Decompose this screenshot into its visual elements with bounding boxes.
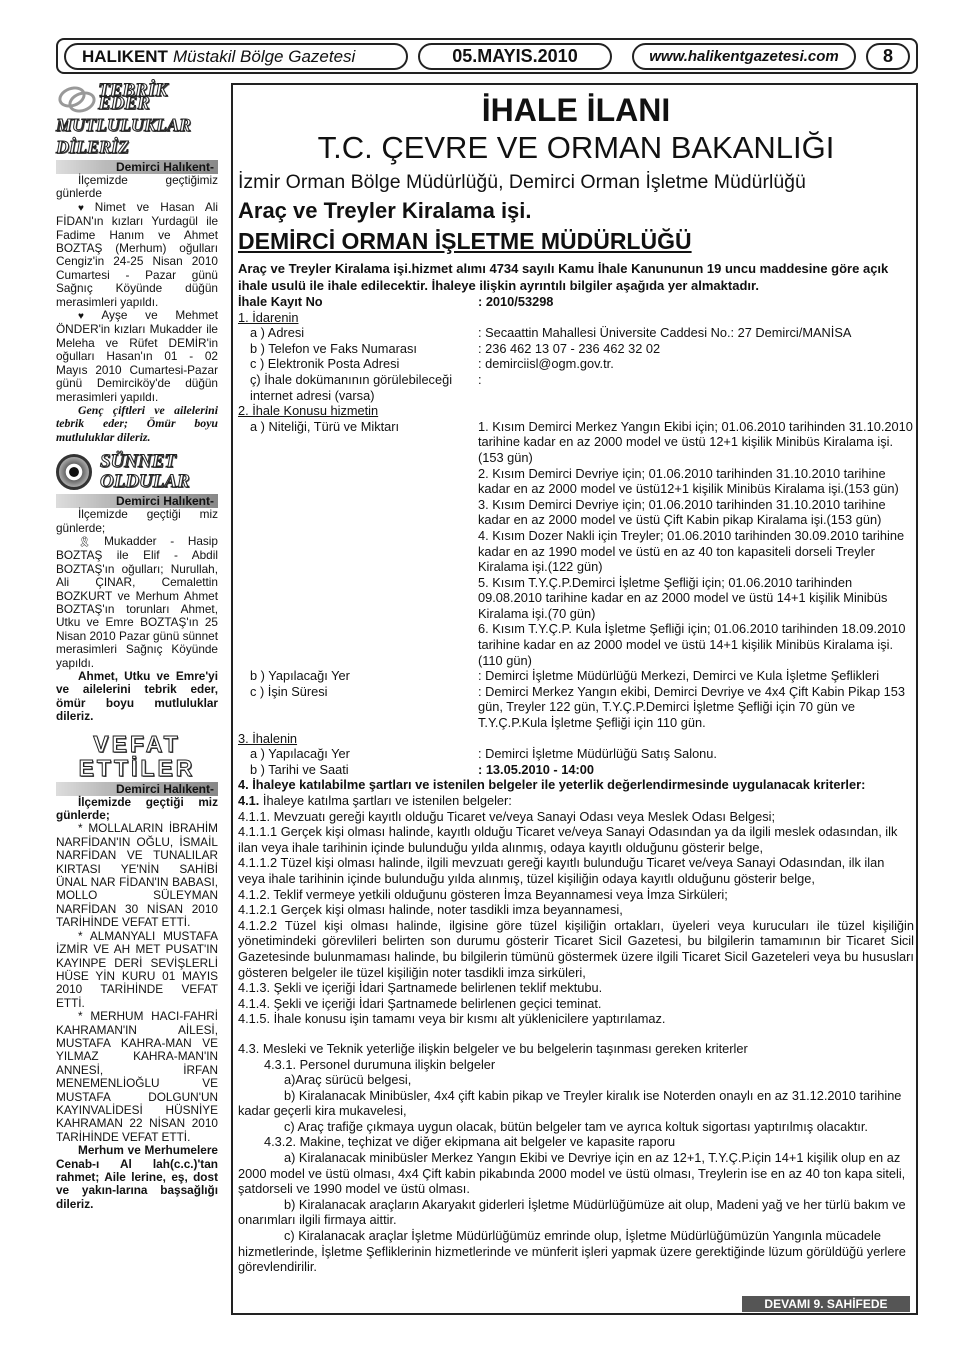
row-value: : Demirci İşletme Müdürlüğü Satış Salonu. [478, 746, 717, 762]
obituary-title: VEFAT [93, 730, 181, 757]
text-paragraph: İlçemizde geçtiğimiz günlerde [56, 173, 218, 201]
lot-item: 4. Kısım Dozer Nakli için Treyler; 01.06.2010 tarihinden 30.09.2010 tarihine kadar en az 1990 model ve üstü en az 40 ton kapasiteli dorseli Treyler Kiralama işi.(122 gün) [478, 527, 905, 575]
text-line: 4.1.1. Mevzuatı gereği kayıtlı olduğu Ticaret ve/veya Sanayi Odası veya Meslek Odası Belgesi; [238, 808, 776, 824]
notice-title: İHALE İLANI [481, 92, 671, 128]
text-paragraph: * MOLLALARIN İBRAHİM NARFİDAN'IN OĞLU, İSMAİL NARFİDAN VE TUNALILAR KIRTASI YE'NİN SAHİBİ ÜNAL NAR FİDAN'IN BABASI, MOLLO SÜLEYMAN NARFİDAN 30 NİSAN 2010 TARİHİNDE VEFAT ETTİ. [56, 821, 218, 930]
text-line: c) Araç trafiğe çıkmaya uygun olacak, bütün belgeler tam ve ayrıca koltuk sigortası yaptırılmış olacaktır. [284, 1118, 868, 1134]
paper-name: HALIKENT [82, 46, 168, 66]
text-line: c) Kiralanacak araçlar İşletme Müdürlüğümüz emrinde olup, İşletme Müdürlüğümüzün Yangınla mücadele hizmetlerinde, İşletme Şefliklerinin hizmetlerinde ve münferit işleri yapmak üzere gerektiğinde lüzum görüldüğü yerlere görevlendirilir. [238, 1228, 906, 1275]
text-line: 4.1.2.1 Gerçek kişi olması halinde, noter tasdikli imza beyannamesi, [238, 902, 623, 918]
row-value: : 236 462 13 07 - 236 462 32 02 [478, 340, 661, 356]
info-row [238, 294, 914, 310]
text-line: 4.1.2. Teklif vermeye yetkili olduğunu gösteren İmza Beyannamesi veya İmza Sirküleri; [238, 886, 728, 902]
text-line: 4.3. Mesleki ve Teknik yeterliğe ilişkin belgeler ve bu belgelerin taşınması gereken kriterler [238, 1040, 748, 1056]
row-value: : [478, 371, 482, 387]
section-band: Demirci Halıkent- [56, 782, 218, 796]
circumcision-subtitle: OLDULAR [100, 471, 190, 493]
text-paragraph [56, 535, 218, 670]
section-heading: 3. İhalenin [238, 730, 298, 746]
text-paragraph: Ahmet, Utku ve Emre'yi ve ailelerini tebrik eder, ömür boyu mutluluklar dileriz. [56, 669, 218, 724]
text-line: a)Araç sürücü belgesi, [284, 1072, 412, 1088]
row-label: b ) Tarihi ve Saati [250, 761, 349, 777]
section-heading: 4. İhaleye katılabilme şartları ve istenilen belgeler ile yeterlik değerlendirmesinde uygulanacak kriterler: [238, 777, 866, 793]
row-label: a ) Niteliği, Türü ve Miktarı [250, 418, 400, 434]
text-paragraph: Genç çiftleri ve ailelerini tebrik eder; Ömür boyu mutluluklar dileriz. [56, 402, 218, 444]
info-row [238, 372, 914, 403]
row-label: c ) İşin Süresi [250, 683, 328, 699]
wedding-rings-icon [56, 85, 92, 109]
text-line: b) Kiralanacak araçların Akaryakıt giderleri İşletme Müdürlüğümüze ait olup, Madeni yağ ve her türlü bakım ve onarımları ilgili firmaya aittir. [238, 1196, 906, 1228]
row-value: : Demirci Merkez Yangın ekibi, Demirci Devriye ve 4x4 Çift Kabin Pikap 153 gün, Treyler 122 gün, T.Y.Ç.P.Demirci İşletme Şefliği için 70 gün ve T.Y.Ç.P.Kula İşletme Şefliği için 110 gün. [478, 683, 905, 731]
row-label: a ) Adresi [250, 325, 305, 341]
text-line: 4.1.5. İhale konusu işin tamamı veya bir kısmı alt yüklenicilere yaptırılamaz. [238, 1011, 666, 1027]
section-band: Demirci Halıkent- [56, 160, 218, 174]
sidebar [56, 79, 218, 1211]
row-label: a ) Yapılacağı Yer [250, 746, 350, 762]
job-title: Araç ve Treyler Kiralama işi. [238, 198, 532, 223]
info-row [238, 325, 914, 341]
section-band: Demirci Halıkent- [56, 494, 218, 508]
text-line: 4.3.2. Makine, teçhizat ve diğer ekipmana ait belgeler ve kapasite raporu [264, 1134, 676, 1150]
row-value: : demirciisl@ogm.gov.tr. [478, 356, 614, 372]
text-paragraph [56, 309, 218, 404]
issue-date: 05.MAYIS.2010 [418, 43, 612, 70]
text-paragraph: İlçemizde geçtiği miz günlerde; [56, 794, 218, 823]
row-label: c ) Elektronik Posta Adresi [250, 356, 400, 372]
row-label: ç) İhale dokümanının görülebileceği internet adresi (varsa) [250, 371, 453, 403]
paragraph-text: Mukadder - Hasip BOZTAŞ ile Elif - Abdil BOZTAŞ'ın oğulları; Nurullah, Ali ÇINAR, Cemalettin BOZKURT ve Merhum Ahmet BOZTAŞ'ın torunları Ahmet, Utku ve Emre BOZTAŞ'ın 25 Nisan 2010 Pazar günü sünnet merasimleri Sağnıç Köyünde yapıldı. [56, 533, 218, 670]
lot-item: 6. Kısım T.Y.Ç.P. Kula İşletme Şefliği için; 01.06.2010 tarihinden 18.09.2010 tarihine kadar en az 2000 model ve üstü 14+1 kişilik Minibüs Kiralama işi.(110 gün) [478, 621, 906, 668]
row-label: b ) Yapılacağı Yer [250, 668, 350, 684]
text-line: 4.1. İhaleye katılma şartları ve istenilen belgeler: [238, 793, 512, 808]
heart-icon: ♥ [78, 202, 92, 214]
congrats-subtitle: MUTLULUKLAR DİLERİZ [56, 115, 191, 157]
text-line: b) Kiralanacak Minibüsler, 4x4 çift kabin pikap ve Treyler kiralık ise Noterden onaylı en az 31.12.2010 tarihine kadar geçerli kira mukavelesi, [238, 1087, 902, 1119]
directorate-line: İzmir Orman Bölge Müdürlüğü, Demirci Orman İşletme Müdürlüğü [238, 171, 806, 193]
row-value: : 13.05.2010 - 14:00 [478, 761, 594, 777]
info-row [238, 341, 914, 357]
row-label: b ) Telefon ve Faks Numarası [250, 340, 417, 356]
text-line: 4.1.2.2 Tüzel kişi olması halinde, ilgisine göre tüzel kişiliğin ortakları, üyeleri veya kurucuları ile tüzel kişiliğin yönetimindeki görevlileri belirten son durumu gösterir Ticaret Sicil Gazetesi, bu bilgilerin tamamının bir Ticaret Sicil Gazetesinde bulunmaması halinde, bu bilgilerin tümünü göstermek üzere ilgili Ticaret Sicil Gazeteleri veya bu hususları gösteren belgeler ile tüzel kişiliğin noter tasdikli imza sirküleri, [238, 917, 914, 980]
text-paragraph: Merhum ve Merhumelere Cenab-ı Al lah(c.c.)'tan rahmet; Aile lerine, eş, dost ve yakın-larına başsağlığı dileriz. [56, 1143, 218, 1211]
info-row [238, 356, 914, 372]
office-title: DEMİRCİ ORMAN İŞLETME MÜDÜRLÜĞÜ [238, 228, 692, 254]
section-heading: 1. İdarenin [238, 309, 299, 325]
paper-subtitle: Müstakil Bölge Gazetesi [172, 46, 356, 66]
page-number: 8 [866, 43, 910, 70]
row-value: : Demirci İşletme Müdürlüğü Merkezi, Demirci ve Kula İşletme Şeflikleri [478, 668, 880, 684]
ribbon-icon: 🎗 [78, 536, 102, 548]
text-line: a) Kiralanacak minibüsler Merkez Yangın Ekibi ve Devriye için en az 12+1, T.Y.Ç.P.için 14+1 kişilik olup en az 2000 model ve üstü olması, 4x4 Çift kabin pikabında 2000 model ve üstü olması, Treylerin ise en az 40 ton kapa siteli, şatdorseli ve 1990 model ve üstü olması. [238, 1150, 906, 1197]
text-paragraph: * MERHUM HACI-FAHRİ KAHRAMAN'IN AİLESİ, MUSTAFA KAHRA-MAN VE YILMAZ KAHRA-MAN'IN ANNESİ, İRFAN MENEMENLİOĞLU VE MUSTAFA DOLGUN'UN KAYINVALİDESİ HÜSNİYE KAHRAMAN 22 NİSAN 2010 TARİHİNDE VEFAT ETTİ. [56, 1009, 218, 1144]
paragraph-text: Ayşe ve Mehmet ÖNDER'in kızları Mukadder ile Meleha ve Rüfet DEMİR'in oğulları Hasan'ın 01 - 02 Mayıs 2010 Cumartesi-Pazar günü Demirciköy'de düğün merasimleri yapıldı. [56, 308, 218, 404]
text-line: 4.1.4. Şekli ve içeriği İdari Şartnamede belirlenen geçici teminat. [238, 995, 602, 1011]
text-line: 4.3.1. Personel durumuna ilişkin belgeler [264, 1056, 496, 1072]
row-value: : 2010/53298 [478, 294, 554, 309]
lot-item: 2. Kısım Demirci Devriye için; 01.06.2010 tarihinden 31.10.2010 tarihine kadar en az 2000 model ve üstü12+1 kişilik Minibüs Kiralama işi.(153 gün) [478, 465, 899, 497]
obituary-subtitle: ETTİLER [78, 754, 196, 781]
congrats-heading [56, 79, 218, 114]
intro-text: Araç ve Treyler Kiralama işi.hizmet alımı 4734 sayılı Kamu İhale Kanununun 19 uncu maddesine göre açık ihale usulü ile ihale edilecektir. İhaleye ilişkin ayrıntılı bilgiler aşağıda yer almaktadır. [238, 261, 889, 293]
paragraph-text: Nimet ve Hasan Ali FİDAN'ın kızları Yurdagül ile Fadime Hanım ve Ahmet BOZTAŞ (Merhum) oğulları Cengiz'in 24-25 Nisan 2010 Cumartesi - Pazar günü Sağnıç Köyünde düğün merasimleri yapıldı. [56, 199, 218, 309]
lots-list [478, 419, 914, 669]
row-value: : Secaattin Mahallesi Üniversite Caddesi No.: 27 Demirci/MANİSA [478, 325, 852, 341]
text-paragraph: * ALMANYALI MUSTAFA İZMİR VE AH MET PUSAT'IN KAYINPE DERİ SEVİŞLERLİ HÜSE YİN KURU 01 MAYIS 2010 TARİHİNDE VEFAT ETTİ. [56, 928, 218, 1010]
continued-badge: DEVAMI 9. SAHİFEDE [742, 1296, 910, 1312]
lot-item: 1. Kısım Demirci Merkez Yangın Ekibi için; 01.06.2010 tarihinden 31.10.2010 tarihine kadar en az 2000 model ve üstü 12+1 kişilik Minibüs Kiralama işi. (153 gün) [478, 418, 913, 465]
lot-item: 5. Kısım T.Y.Ç.P.Demirci İşletme Şefliği için; 01.06.2010 tarihinden 09.08.2010 tarihine kadar en az 2000 model ve üstü 14+1 kişilik Minibüs Kiralama işi.(70 gün) [478, 574, 888, 621]
heart-icon: ♥ [78, 311, 99, 323]
info-row [238, 684, 914, 731]
text-paragraph [56, 201, 218, 309]
paper-title [64, 43, 408, 70]
website-link[interactable]: www.halikentgazetesi.com [632, 43, 856, 70]
lot-item: 3. Kısım Demirci Devriye için; 01.06.2010 tarihinden 31.10.2010 tarihine kadar en az 2000 model ve üstü Çift Kabin pikap Kiralama işi.(153 gün) [478, 496, 886, 528]
info-row [238, 668, 914, 684]
circumcision-title: SÜNNET [100, 451, 177, 473]
row-label: İhale Kayıt No [238, 294, 323, 309]
info-row [238, 419, 914, 669]
ministry-title: T.C. ÇEVRE VE ORMAN BAKANLIĞI [317, 130, 835, 165]
tender-notice [238, 88, 914, 1275]
spacer [238, 1027, 914, 1041]
text-line: 4.1.3. Şekli ve içeriği İdari Şartnamede belirlenen teklif mektubu. [238, 980, 603, 996]
section-heading: 2. İhale Konusu hizmetin [238, 403, 379, 419]
text-paragraph: İlçemizde geçtiği miz günlerde; [56, 507, 218, 535]
congrats-title: TEBRİK EDER [98, 79, 168, 114]
evil-eye-icon [56, 454, 92, 490]
circumcision-heading [56, 452, 218, 492]
info-row [238, 746, 914, 762]
text-line: 4.1.1.1 Gerçek kişi olması halinde, kayıtlı olduğu Ticaret ve/veya Sanayi Odasından ya da ilgili meslek odasından, ilk ilan veya ihale tarihinin içinde bulunduğu yılda alınmış, odaya kayıtlı olduğunu gösterir belge, [238, 824, 898, 855]
info-row [238, 762, 914, 778]
line-text: İhaleye katılma şartları ve istenilen belgeler: [262, 793, 512, 808]
text-line: 4.1.1.2 Tüzel kişi olması halinde, ilgili mevzuatı gereği kayıtlı bulunduğu Ticaret ve/veya Sanayi Odasından, ilk ilan veya ihale tarihinin içinde bulunduğu yılda alınmış, tüzel kişiliğin odaya kayıtlı olduğunu gösterir belge, [238, 855, 885, 886]
